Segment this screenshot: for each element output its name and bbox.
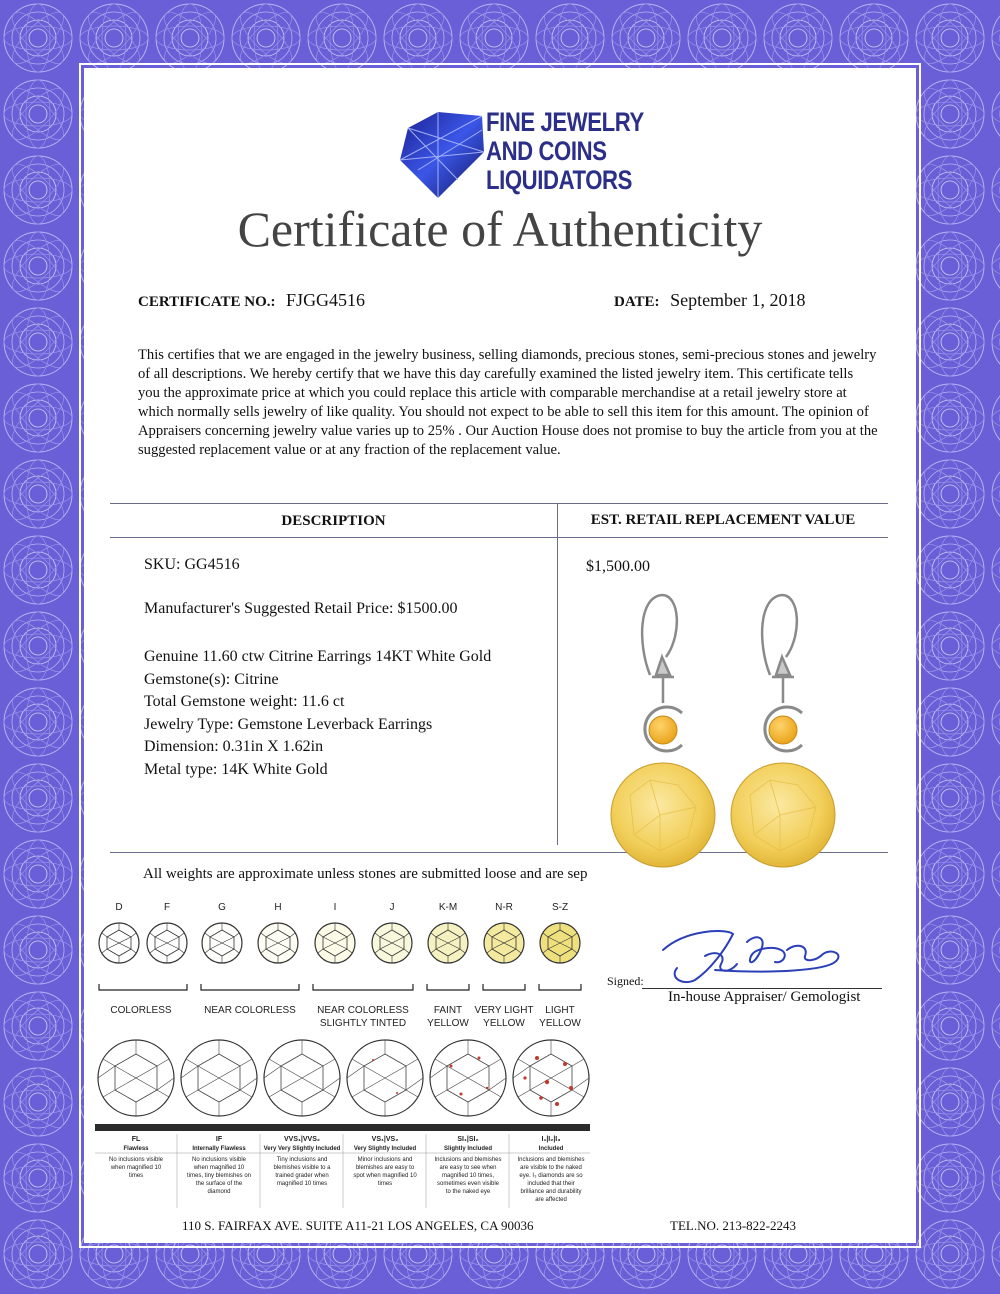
- footer-address: 110 S. FAIRFAX AVE. SUITE A11-21 LOS ANGELES, CA 90036: [182, 1218, 534, 1233]
- clarity-desc: Minor inclusions and: [357, 1157, 413, 1163]
- diamond-grading-chart: [95, 898, 590, 1228]
- clarity-desc: blemishes are easy to: [355, 1165, 415, 1171]
- clarity-desc: are easy to see when: [439, 1165, 497, 1171]
- color-grade-label: N-R: [495, 902, 513, 913]
- color-gem-icon: [484, 923, 524, 963]
- color-group-label: NEAR COLORLESS: [204, 1005, 296, 1016]
- color-gem-icon: [315, 923, 355, 963]
- clarity-desc: magnified 10 times: [276, 1181, 328, 1187]
- color-gem-icon: [372, 923, 412, 963]
- clarity-desc: Inclusions and blemishes: [517, 1157, 585, 1163]
- clarity-desc: diamond: [207, 1189, 231, 1195]
- color-grade-label: K-M: [438, 902, 458, 913]
- clarity-name: Very Slightly Included: [353, 1146, 417, 1152]
- clarity-desc: included that their: [527, 1181, 575, 1187]
- color-gem-icon: [540, 923, 580, 963]
- color-group-label: YELLOW: [539, 1018, 581, 1029]
- clarity-desc: eye. I₃ diamonds are so: [519, 1173, 583, 1179]
- clarity-gem-icon: [430, 1040, 506, 1116]
- clarity-name: Flawless: [123, 1146, 149, 1152]
- color-group-label: VERY LIGHT: [474, 1005, 534, 1016]
- color-group-label: COLORLESS: [110, 1005, 172, 1016]
- color-gem-icon: [147, 923, 187, 963]
- color-group-label: FAINT: [433, 1005, 463, 1016]
- earrings-image: [600, 585, 840, 885]
- clarity-desc: times: [377, 1181, 393, 1187]
- intro-paragraph: This certifies that we are engaged in the jewelry business, selling diamonds, precious stones, semi-precious stones and jewelry of all descriptions. We hereby certify that we have this day carefully examined the listed jewelry item. This certificate tells you the approximate price at which you could replace this article with comparable merchandise at a retail jewelry store at which normally sells jewelry of like quality. You should not expect to be able to sell this item for this amount. The opinion of Appraisers concerning jewelry value varies up to 25% . Our Auction House does not promise to buy the article from you at the suggested replacement value or at any fraction of the replacement value.: [138, 347, 878, 458]
- logo-line: LIQUIDATORS: [486, 165, 632, 195]
- msrp: Manufacturer's Suggested Retail Price: $1500.00: [144, 600, 458, 617]
- clarity-desc: are visible to the naked: [520, 1165, 582, 1171]
- color-grade-label: J: [389, 902, 395, 913]
- certificate-date: [614, 290, 806, 311]
- clarity-desc: when magnified 10: [193, 1165, 245, 1171]
- clarity-gem-icon: [264, 1040, 340, 1116]
- clarity-desc: times, tiny blemishes on: [186, 1173, 252, 1179]
- value-header: EST. RETAIL REPLACEMENT VALUE: [590, 512, 856, 528]
- clarity-name: Included: [538, 1146, 564, 1152]
- color-grade-label: G: [218, 902, 226, 913]
- signed-label: Signed:: [607, 974, 644, 988]
- clarity-code: SI₁|SI₂: [457, 1136, 479, 1143]
- color-group-label: NEAR COLORLESS: [317, 1005, 409, 1016]
- detail-line: Genuine 11.60 ctw Citrine Earrings 14KT White Gold: [144, 648, 492, 665]
- clarity-desc: the surface of the: [195, 1181, 243, 1187]
- detail-line: Total Gemstone weight: 11.6 ct: [144, 693, 345, 711]
- sku: SKU: GG4516: [144, 556, 240, 573]
- color-grade-label: I: [333, 902, 337, 913]
- date-value: September 1, 2018: [670, 290, 806, 310]
- logo-line: AND COINS: [486, 136, 607, 166]
- clarity-desc: magnified 10 times,: [441, 1173, 495, 1179]
- clarity-desc: trained grader when: [275, 1173, 329, 1179]
- handwritten-signature: [655, 920, 855, 990]
- clarity-gem-icon: [98, 1040, 174, 1116]
- detail-line: Metal type: 14K White Gold: [144, 760, 328, 778]
- appraiser-title: In-house Appraiser/ Gemologist: [668, 989, 861, 1005]
- retail-value: $1,500.00: [586, 558, 650, 575]
- table-top-rule: [110, 503, 888, 504]
- clarity-code: VVS₁|VVS₂: [284, 1136, 320, 1143]
- detail-line: Dimension: 0.31in X 1.62in: [144, 738, 324, 756]
- clarity-name: Internally Flawless: [192, 1146, 246, 1152]
- clarity-desc: are affected: [535, 1197, 567, 1203]
- table-divider: [557, 503, 558, 845]
- clarity-gem-icon: [181, 1040, 257, 1116]
- item-details: [144, 646, 491, 782]
- clarity-desc: times: [128, 1173, 144, 1179]
- clarity-desc: Tiny inclusions and: [276, 1157, 328, 1163]
- weights-note: All weights are approximate unless stones are submitted loose and are sep: [143, 866, 588, 882]
- color-gem-icon: [99, 923, 139, 963]
- logo-line: FINE JEWELRY: [486, 107, 644, 137]
- certificate-number-value: FJGG4516: [286, 290, 366, 310]
- date-label: DATE:: [614, 294, 660, 310]
- clarity-gem-icon: [347, 1040, 423, 1116]
- clarity-name: Slightly Included: [443, 1146, 493, 1152]
- footer-phone: TEL.NO. 213-822-2243: [670, 1218, 797, 1233]
- color-gem-icon: [428, 923, 468, 963]
- color-grade-label: D: [115, 902, 123, 913]
- color-grade-label: H: [274, 902, 282, 913]
- color-group-label: LIGHT: [545, 1005, 575, 1016]
- detail-line: Jewelry Type: Gemstone Leverback Earrings: [144, 715, 433, 733]
- clarity-desc: when magnified 10: [110, 1165, 162, 1171]
- clarity-desc: No inclusions visible: [108, 1157, 164, 1163]
- clarity-desc: blemishes visible to a: [273, 1165, 331, 1171]
- page-title: Certificate of Authenticity: [237, 201, 763, 257]
- description-header: DESCRIPTION: [281, 513, 386, 529]
- color-group-label: YELLOW: [427, 1018, 469, 1029]
- logo-wordmark: [486, 108, 644, 195]
- clarity-name: Very Very Slightly Included: [263, 1146, 341, 1152]
- clarity-code: VS₁|VS₂: [371, 1136, 399, 1143]
- clarity-desc: to the naked eye: [445, 1189, 491, 1195]
- color-gem-icon: [258, 923, 298, 963]
- color-grade-label: S-Z: [551, 902, 569, 913]
- certificate-number: [138, 290, 365, 311]
- clarity-desc: Inclusions and blemishes: [434, 1157, 502, 1163]
- clarity-desc: brilliance and durability: [520, 1189, 582, 1195]
- clarity-code: IF: [215, 1136, 223, 1143]
- certificate-number-label: CERTIFICATE NO.:: [138, 294, 276, 310]
- detail-line: Gemstone(s): Citrine: [144, 670, 279, 688]
- clarity-desc: No inclusions visible: [191, 1157, 247, 1163]
- clarity-code: I₁|I₂|I₃: [541, 1136, 561, 1143]
- table-header-rule: [110, 537, 888, 538]
- color-grade-label: F: [163, 902, 171, 913]
- color-group-label: SLIGHTLY TINTED: [319, 1018, 407, 1029]
- color-group-label: YELLOW: [483, 1018, 525, 1029]
- clarity-code: FL: [131, 1136, 141, 1143]
- color-gem-icon: [202, 923, 242, 963]
- clarity-desc: spot when magnified 10: [353, 1173, 417, 1179]
- clarity-desc: sometimes even visible: [436, 1181, 500, 1187]
